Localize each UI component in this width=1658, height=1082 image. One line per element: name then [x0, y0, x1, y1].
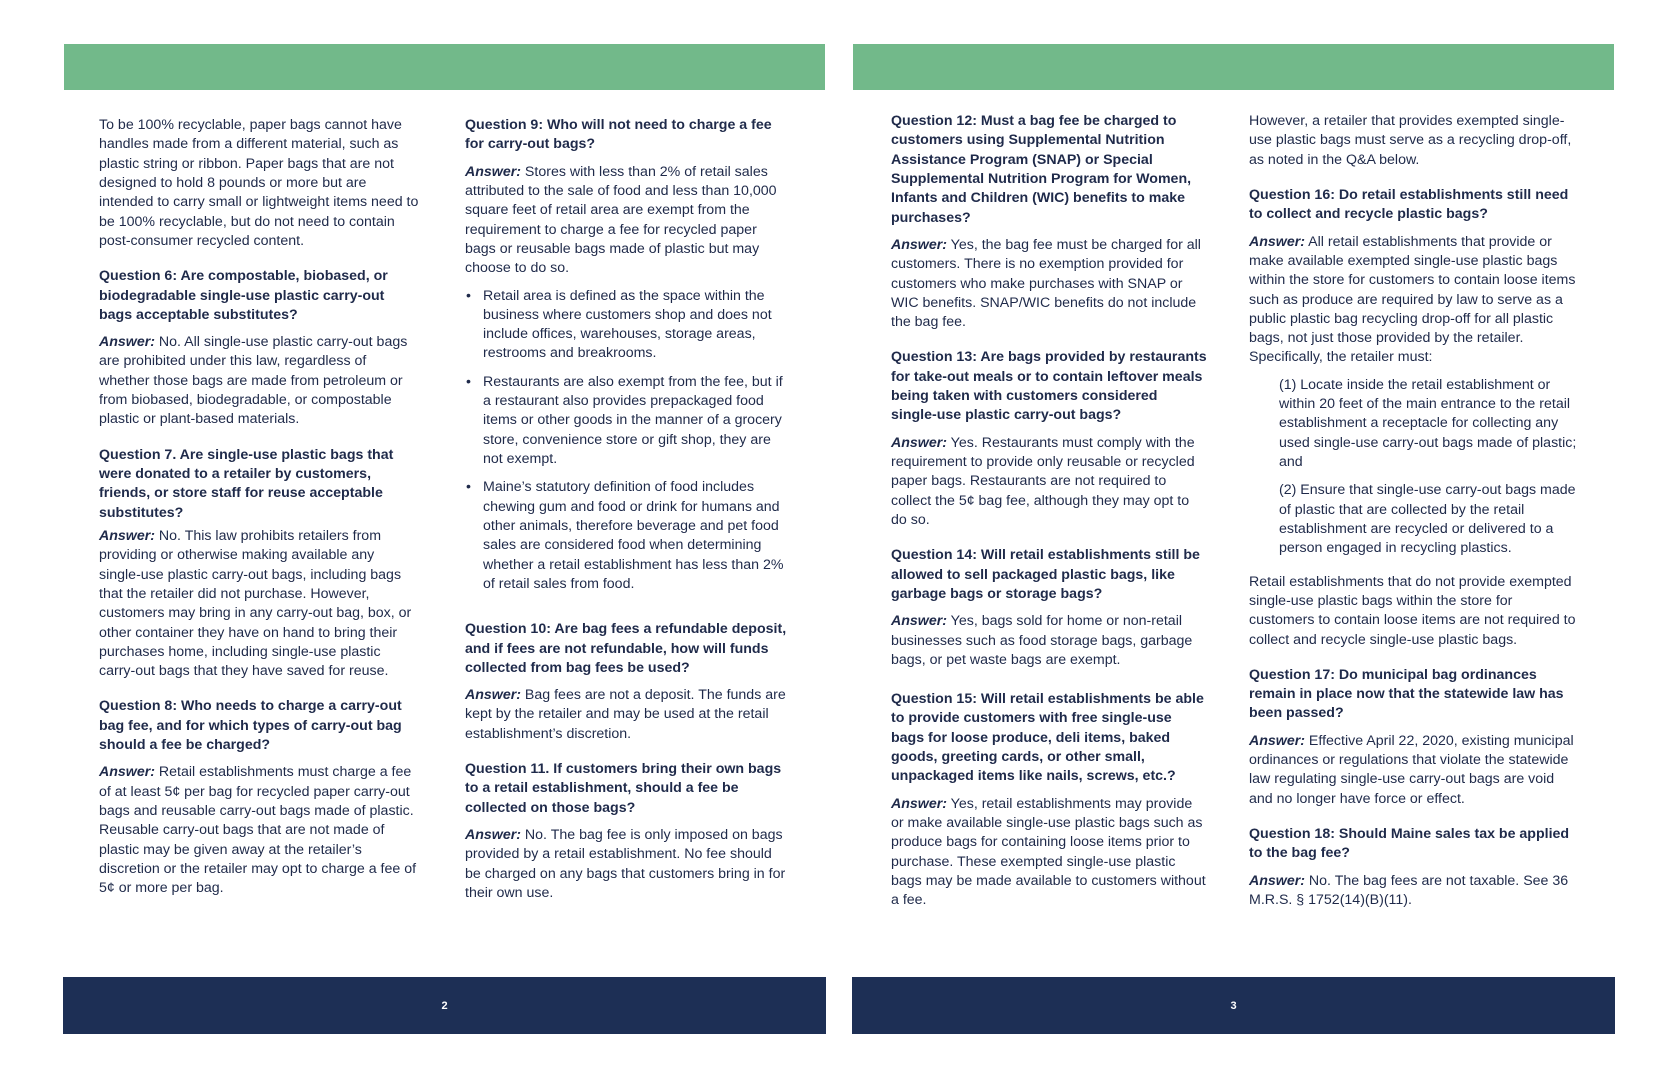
answer-label: Answer: [99, 764, 155, 781]
answer-7: Answer: No. This law prohibits retailers from providing or otherwise making available any single-use plastic carry-out bags, including bags that the retailer did not purchase. However, customers may bring in any carry-out bag, box, or other container they have on hand to bring their purchases home, including single-use plastic carry-out bags that they have saved for reuse. [99, 527, 412, 680]
question-13: Question 13: Are bags provided by restaurants for take-out meals or to contain leftover meals being taken with customers considered single-use plastic carry-out bags? [891, 349, 1207, 424]
answer-label: Answer: [891, 795, 947, 812]
answer-label: Answer: [465, 827, 521, 843]
answer-label: Answer: [465, 163, 521, 180]
answer-13: Answer: Yes. Restaurants must comply with the requirement to provide only reusable or recycled paper bags. Restaurants are not required to collect the 5¢ bag fee, although they may opt to do so. [891, 434, 1195, 528]
answer-label: Answer: [891, 236, 947, 253]
paragraph-paper-bags: To be 100% recyclable, paper bags cannot have handles made from a different material, such as plastic string or ribbon. Paper bags that are not designed to hold 8 pounds or more but are intended to carry small or lightweight items need to be 100% recyclable, but do not need to contain post-consumer recycled content. [99, 117, 419, 249]
answer-label: Answer: [1249, 233, 1305, 250]
answer-9: Answer: Stores with less than 2% of retail sales attributed to the sale of food and less than 10,000 square feet of retail area are exempt from the requirement to charge a fee for recycled paper bags or reusable bags made of plastic but may choose to do so. [465, 163, 777, 277]
answer-8: Answer: Retail establishments must charge a fee of at least 5¢ per bag for recycled paper carry-out bags and reusable carry-out bags made of plastic. Reusable carry-out bags that are not made of plastic may be given away at the retailer’s discretion or the retailer may opt to charge a fee of 5¢ or more per bag. [99, 764, 417, 897]
column-right [1249, 112, 1581, 926]
answer-17: Answer: Effective April 22, 2020, existing municipal ordinances or regulations that violate the statewide law regulating single-use carry-out bags are void and no longer have force or effect. [1249, 732, 1574, 807]
question-16: Question 16: Do retail establishments still need to collect and recycle plastic bags? [1249, 186, 1569, 223]
list-item: • Maine’s statutory definition of food includes chewing gum and food or drink for humans and other animals, therefore beverage and pet food sales are considered food when determining whether a retail establishment has less than 2% of retail sales from food. [483, 478, 791, 594]
answer-12: Answer: Yes, the bag fee must be charged for all customers. There is no exemption provided for customers who make purchases with SNAP or WIC benefits. SNAP/WIC benefits do not include the bag fee. [891, 236, 1201, 331]
exemption-list [465, 287, 791, 595]
answer-label: Answer: [891, 613, 947, 630]
requirement-2: (2) Ensure that single-use carry-out bags made of plastic that are collected by the retail establishment are recycled or delivered to a person engaged in recycling plastics. [1279, 482, 1576, 557]
answer-label: Answer: [1249, 872, 1305, 889]
answer-15: Answer: Yes, retail establishments may provide or make available single-use plastic bags such as produce bags for containing loose items prior to purchase. These exempted single-use plastic bags may be made available to customers without a fee. [891, 795, 1206, 909]
answer-label: Answer: [465, 687, 521, 704]
answer-11: Answer: No. The bag fee is only imposed on bags provided by a retail establishment. No fee should be charged on any bags that customers bring in for their own use. [465, 827, 786, 901]
question-8: Question 8: Who needs to charge a carry-out bag fee, and for which types of carry-out bag should a fee be charged? [99, 698, 402, 754]
question-10: Question 10: Are bag fees a refundable deposit, and if fees are not refundable, how will funds collected from bag fees be used? [465, 621, 787, 676]
requirement-1: (1) Locate inside the retail establishment or within 20 feet of the main entrance to the retail establishment a receptacle for collecting any used single-use carry-out bags made of plastic; and [1279, 376, 1577, 470]
page-footer-band [852, 977, 1615, 1034]
list-item: • Restaurants are also exempt from the fee, but if a restaurant also provides prepackaged food items or other goods in the manner of a grocery store, convenience store or gift shop, they are not exempt. [483, 373, 791, 470]
page-footer-band [63, 977, 826, 1034]
page-number: 2 [441, 999, 448, 1012]
question-14: Question 14: Will retail establishments still be allowed to sell packaged plastic bags, like garbage bags or storage bags? [891, 547, 1200, 602]
answer-16: Answer: All retail establishments that provide or make available exempted single-use plastic bags within the store for customers to contain loose items such as produce are required by law to serve as a public plastic bag recycling drop-off for all plastic bags, not just those provided by the retailer. Specifically, the retailer must: [1249, 233, 1576, 366]
list-item: • Retail area is defined as the space within the business where customers shop and does not include offices, warehouses, storage areas, restrooms and breakrooms. [483, 287, 791, 364]
page-3 [853, 44, 1614, 1034]
question-15: Question 15: Will retail establishments be able to provide customers with free single-use bags for loose produce, deli items, baked goods, greeting cards, or other small, unpackaged items like nails, screws, etc.? [891, 691, 1204, 785]
question-12: Question 12: Must a bag fee be charged to customers using Supplemental Nutrition Assistance Program (SNAP) or Special Supplemental Nutrition Program for Women, Infants and Children (WIC) benefits to make purchases? [891, 113, 1192, 226]
question-6: Question 6: Are compostable, biobased, or biodegradable single-use plastic carry-out bags acceptable substitutes? [99, 268, 388, 323]
answer-label: Answer: [99, 527, 155, 544]
page-header-band [64, 44, 825, 90]
page-2 [64, 44, 825, 1034]
question-11: Question 11. If customers bring their own bags to a retail establishment, should a fee be collected on those bags? [465, 761, 782, 816]
answer-10: Answer: Bag fees are not a deposit. The funds are kept by the retailer and may be used at the retail establishment’s discretion. [465, 687, 786, 742]
paragraph-recycling-dropoff: However, a retailer that provides exempted single-use plastic bags must serve as a recycling drop-off, as noted in the Q&A below. [1249, 113, 1572, 168]
question-9: Question 9: Who will not need to charge a fee for carry-out bags? [465, 117, 772, 153]
answer-6: Answer: No. All single-use plastic carry-out bags are prohibited under this law, regardless of whether those bags are made from petroleum or from biobased, biodegradable, or compostable plastic or plant-based materials. [99, 334, 408, 428]
question-17: Question 17: Do municipal bag ordinances remain in place now that the statewide law has been passed? [1249, 666, 1564, 722]
answer-label: Answer: [1249, 732, 1305, 749]
answer-label: Answer: [891, 434, 947, 451]
page-header-band [853, 44, 1614, 90]
column-right [465, 116, 791, 919]
question-7: Question 7. Are single-use plastic bags that were donated to a retailer by customers, friends, or store staff for reuse acceptable substitutes? [99, 446, 394, 521]
question-18: Question 18: Should Maine sales tax be applied to the bag fee? [1249, 826, 1570, 862]
answer-label: Answer: [99, 334, 155, 351]
paragraph-not-required: Retail establishments that do not provide exempted single-use plastic bags within the store for customers to contain loose items are not required to collect and recycle single-use plastic bags. [1249, 573, 1576, 648]
page-number: 3 [1230, 999, 1237, 1012]
answer-14: Answer: Yes, bags sold for home or non-retail businesses such as food storage bags, garbage bags, or pet waste bags are exempt. [891, 613, 1193, 668]
column-left [891, 112, 1207, 927]
column-left [99, 116, 419, 915]
answer-18: Answer: No. The bag fees are not taxable. See 36 M.R.S. § 1752(14)(B)(11). [1249, 872, 1569, 908]
